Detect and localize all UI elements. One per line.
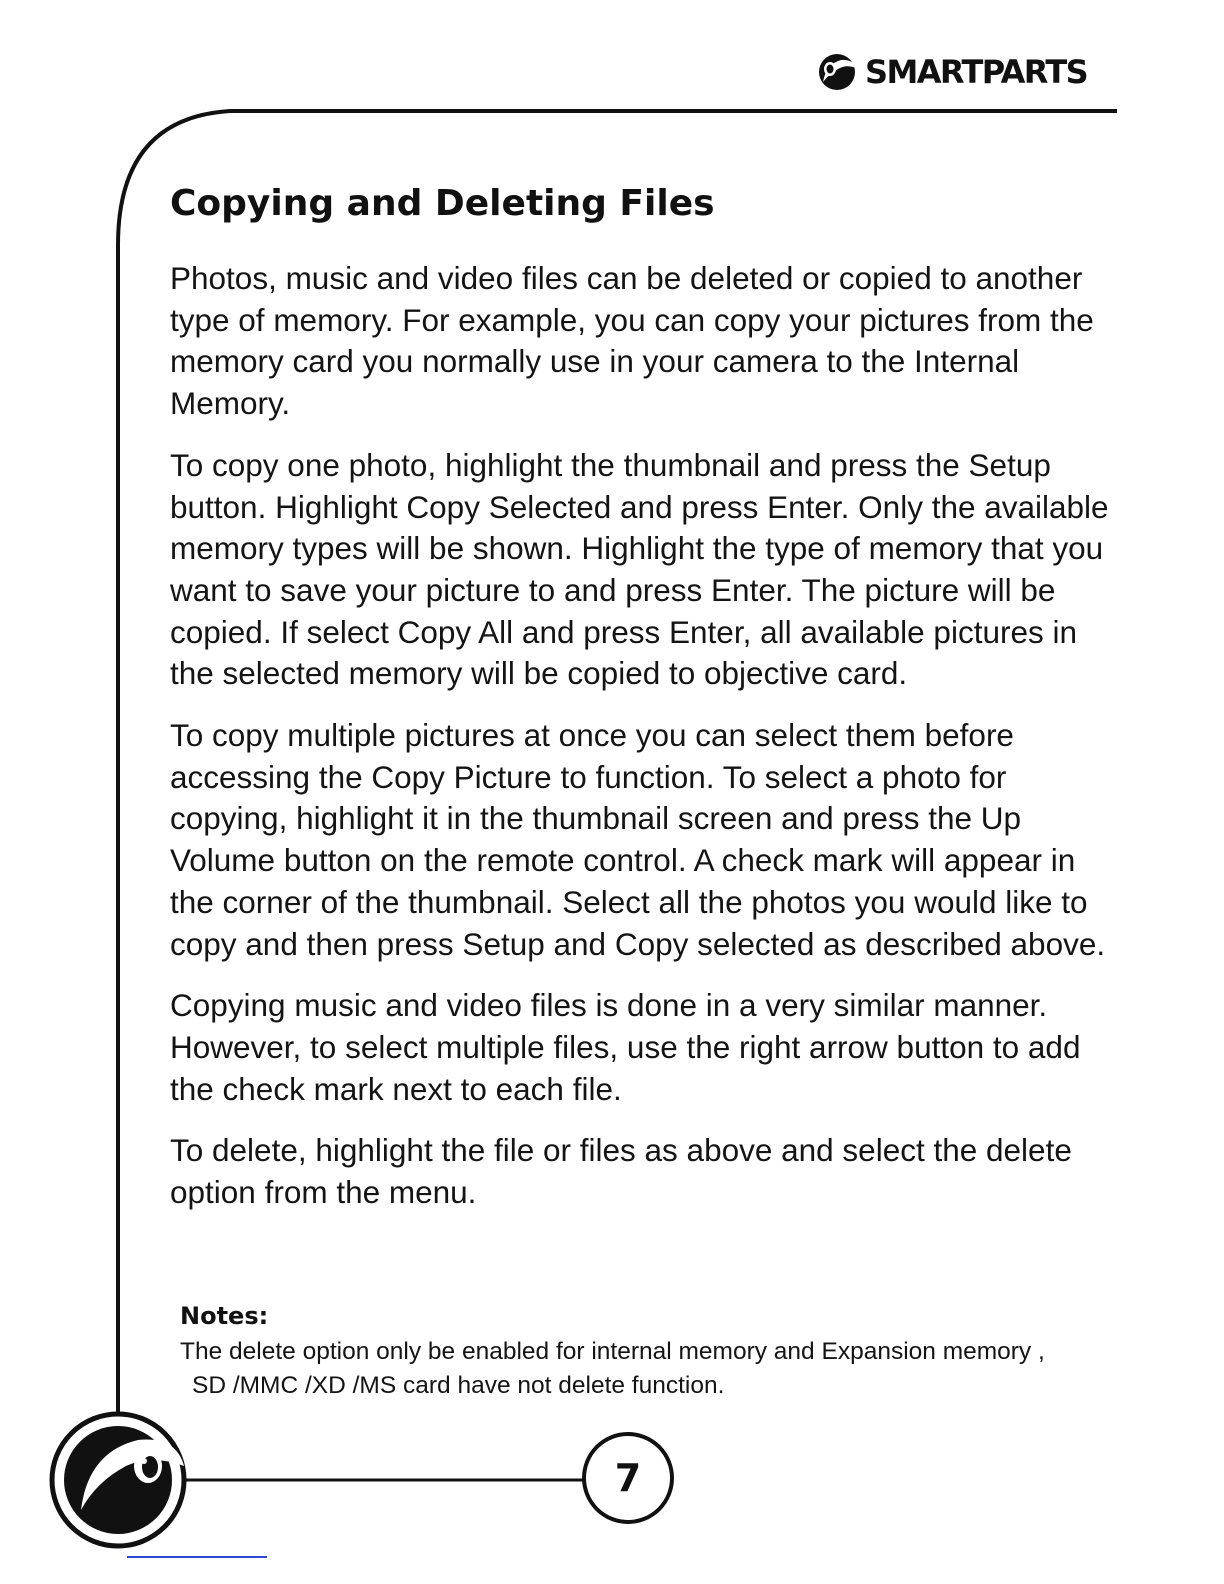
paragraph-music-video: Copying music and video files is done in a very similar manner. However, to select multiple files, use the right arrow button to add the check mark next to each file.	[170, 987, 1081, 1107]
page-number: 7	[614, 1456, 642, 1500]
eye-logo-icon	[815, 52, 861, 92]
body-text	[170, 258, 1125, 1234]
scan-mark	[127, 1556, 267, 1558]
paragraph-delete: To delete, highlight the file or files as above and select the delete option from the menu.	[170, 1132, 1072, 1211]
notes-line-1: The delete option only be enabled for internal memory and Expansion memory ,	[180, 1338, 1045, 1365]
paragraph-copy-one: To copy one photo, highlight the thumbnail and press the Setup button. Highlight Copy Selected and press Enter. Only the available memory types will be shown. Highlight the type of memory that you want to save your picture to and press Enter. The picture will be copied. If select Copy All and press Enter, all available pictures in the selected memory will be copied to objective card.	[170, 446, 1109, 692]
paragraph-copy-multiple: To copy multiple pictures at once you can select them before accessing the Copy Picture to function. To select a photo for copying, highlight it in the thumbnail screen and press the Up Volume button on the remote control. A check mark will appear in the corner of the thumbnail. Select all the photos you would like to copy and then press Setup and Copy selected as described above.	[170, 717, 1106, 962]
notes-text	[180, 1335, 1150, 1403]
brand-logo	[815, 40, 1120, 104]
paragraph-intro: Photos, music and video files can be deleted or copied to another type of memory. For example, you can copy your pictures from the memory card you normally use in your camera to the Internal Memory.	[170, 260, 1094, 422]
page-title: Copying and Deleting Files	[170, 183, 715, 224]
notes-heading: Notes:	[180, 1302, 269, 1330]
notes-line-2: SD /MMC /XD /MS card have not delete function.	[192, 1372, 725, 1399]
brand-name: SMARTPARTS	[865, 53, 1088, 91]
corner-eye-logo-icon	[52, 1414, 184, 1546]
